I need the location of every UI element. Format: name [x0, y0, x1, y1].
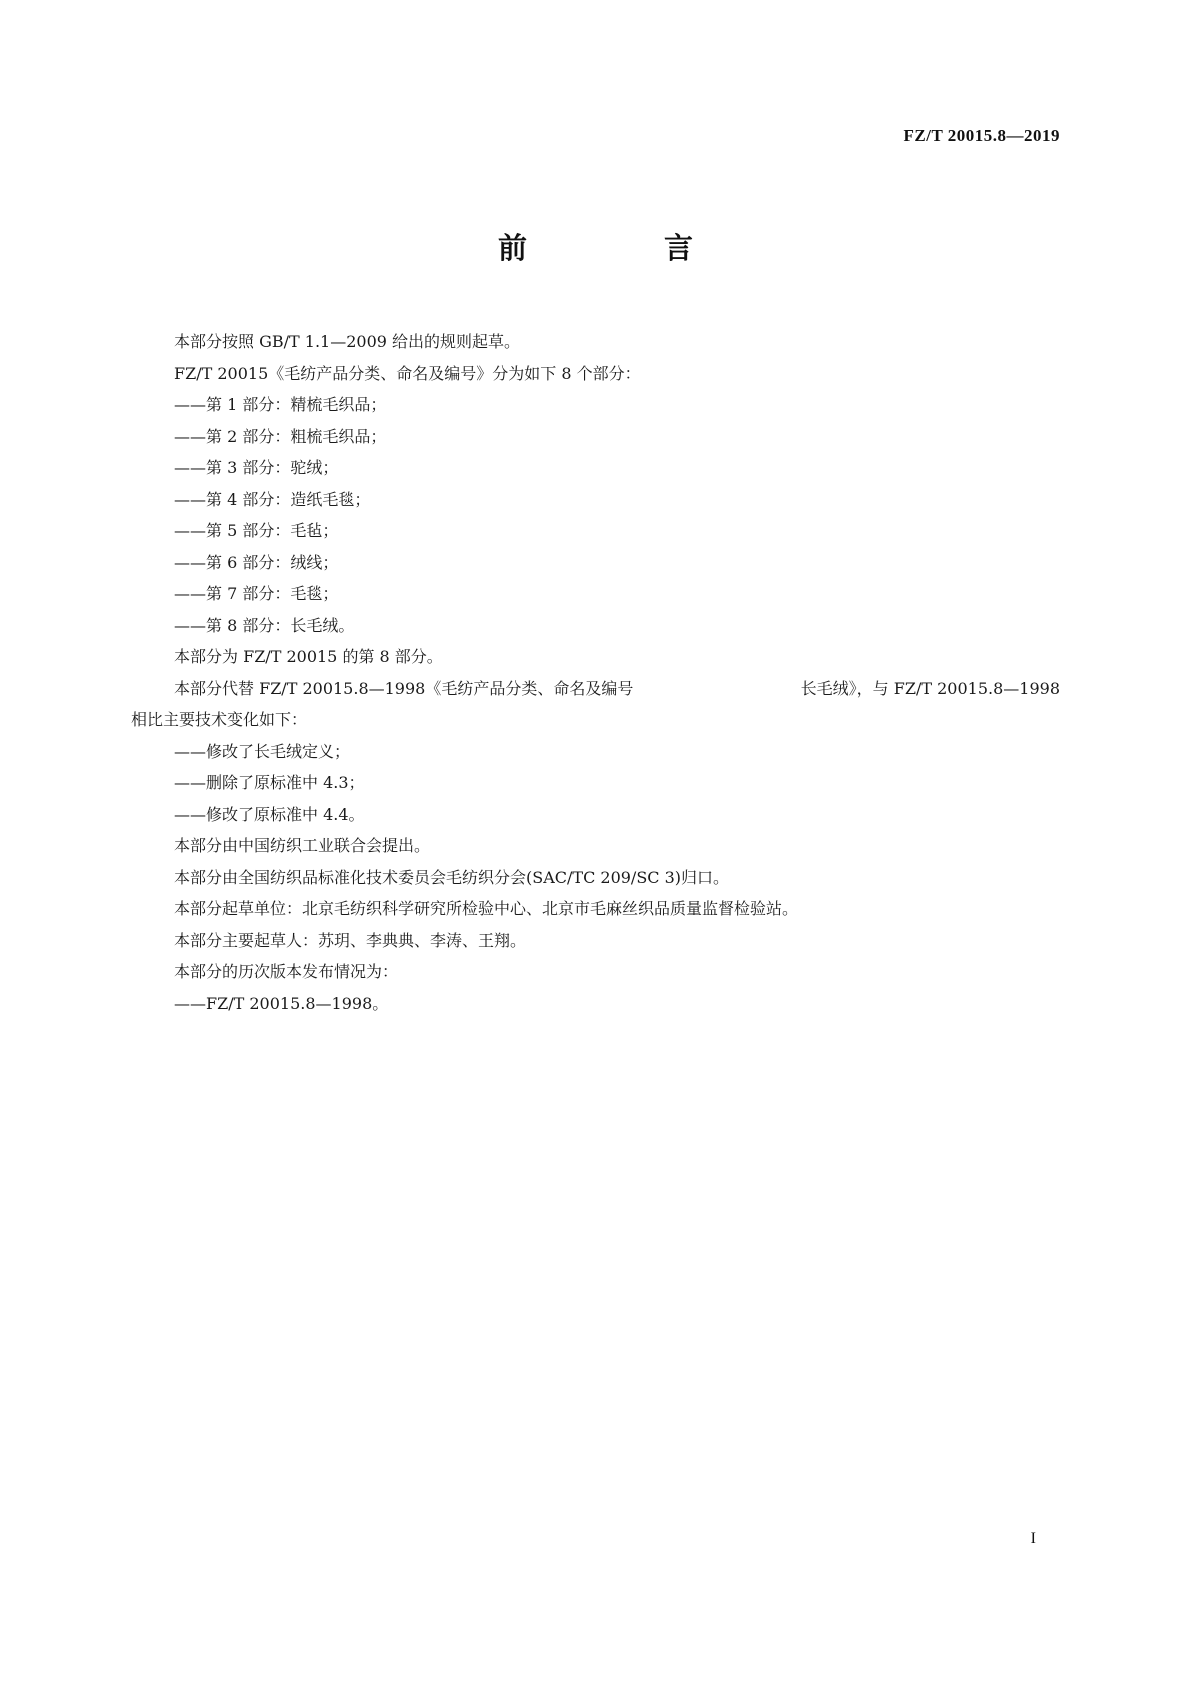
- paragraph: 本部分起草单位：北京毛纺织科学研究所检验中心、北京市毛麻丝织品质量监督检验站。: [174, 899, 799, 918]
- replace-paragraph-line1: [131, 673, 1060, 705]
- list-item: ——第 6 部分：绒线；: [174, 552, 339, 572]
- replace-paragraph-line2: 相比主要技术变化如下：: [131, 710, 308, 729]
- replace-paragraph-part2: 长毛绒》，与 FZ/T 20015.8—1998: [800, 678, 1060, 698]
- replace-paragraph-part1: 本部分代替 FZ/T 20015.8—1998《毛纺产品分类、命名及编号: [174, 678, 634, 698]
- list-item: ——第 7 部分：毛毯；: [174, 584, 339, 603]
- list-item: ——第 5 部分：毛毡；: [174, 521, 339, 540]
- paragraph: 本部分按照 GB/T 1.1—2009 给出的规则起草。: [174, 332, 521, 351]
- paragraph: 本部分由中国纺织工业联合会提出。: [174, 836, 431, 855]
- standard-code-header: FZ/T 20015.8—2019: [903, 126, 1060, 145]
- paragraph: 本部分为 FZ/T 20015 的第 8 部分。: [174, 647, 443, 666]
- paragraph: 本部分主要起草人：苏玥、李典典、李涛、王翔。: [174, 930, 527, 950]
- list-item: ——FZ/T 20015.8—1998。: [174, 993, 389, 1013]
- list-item: ——第 4 部分：造纸毛毯；: [174, 489, 371, 509]
- list-item: ——第 8 部分：长毛绒。: [174, 615, 355, 635]
- change-item: ——删除了原标准中 4.3；: [174, 773, 365, 792]
- list-item: ——第 1 部分：精梳毛织品；: [174, 395, 387, 414]
- change-item: ——修改了原标准中 4.4。: [174, 804, 365, 824]
- page-number: I: [1030, 1530, 1036, 1547]
- list-item: ——第 2 部分：粗梳毛织品；: [174, 426, 387, 446]
- paragraph: 本部分的历次版本发布情况为：: [174, 962, 399, 981]
- foreword-body: [131, 326, 1060, 1019]
- page-title: 前 言: [497, 231, 747, 265]
- list-item: ——第 3 部分：驼绒；: [174, 458, 339, 477]
- paragraph: FZ/T 20015《毛纺产品分类、命名及编号》分为如下 8 个部分：: [174, 363, 641, 383]
- change-item: ——修改了长毛绒定义；: [174, 741, 351, 761]
- paragraph: 本部分由全国纺织品标准化技术委员会毛纺织分会(SAC/TC 209/SC 3)归口。: [174, 867, 730, 887]
